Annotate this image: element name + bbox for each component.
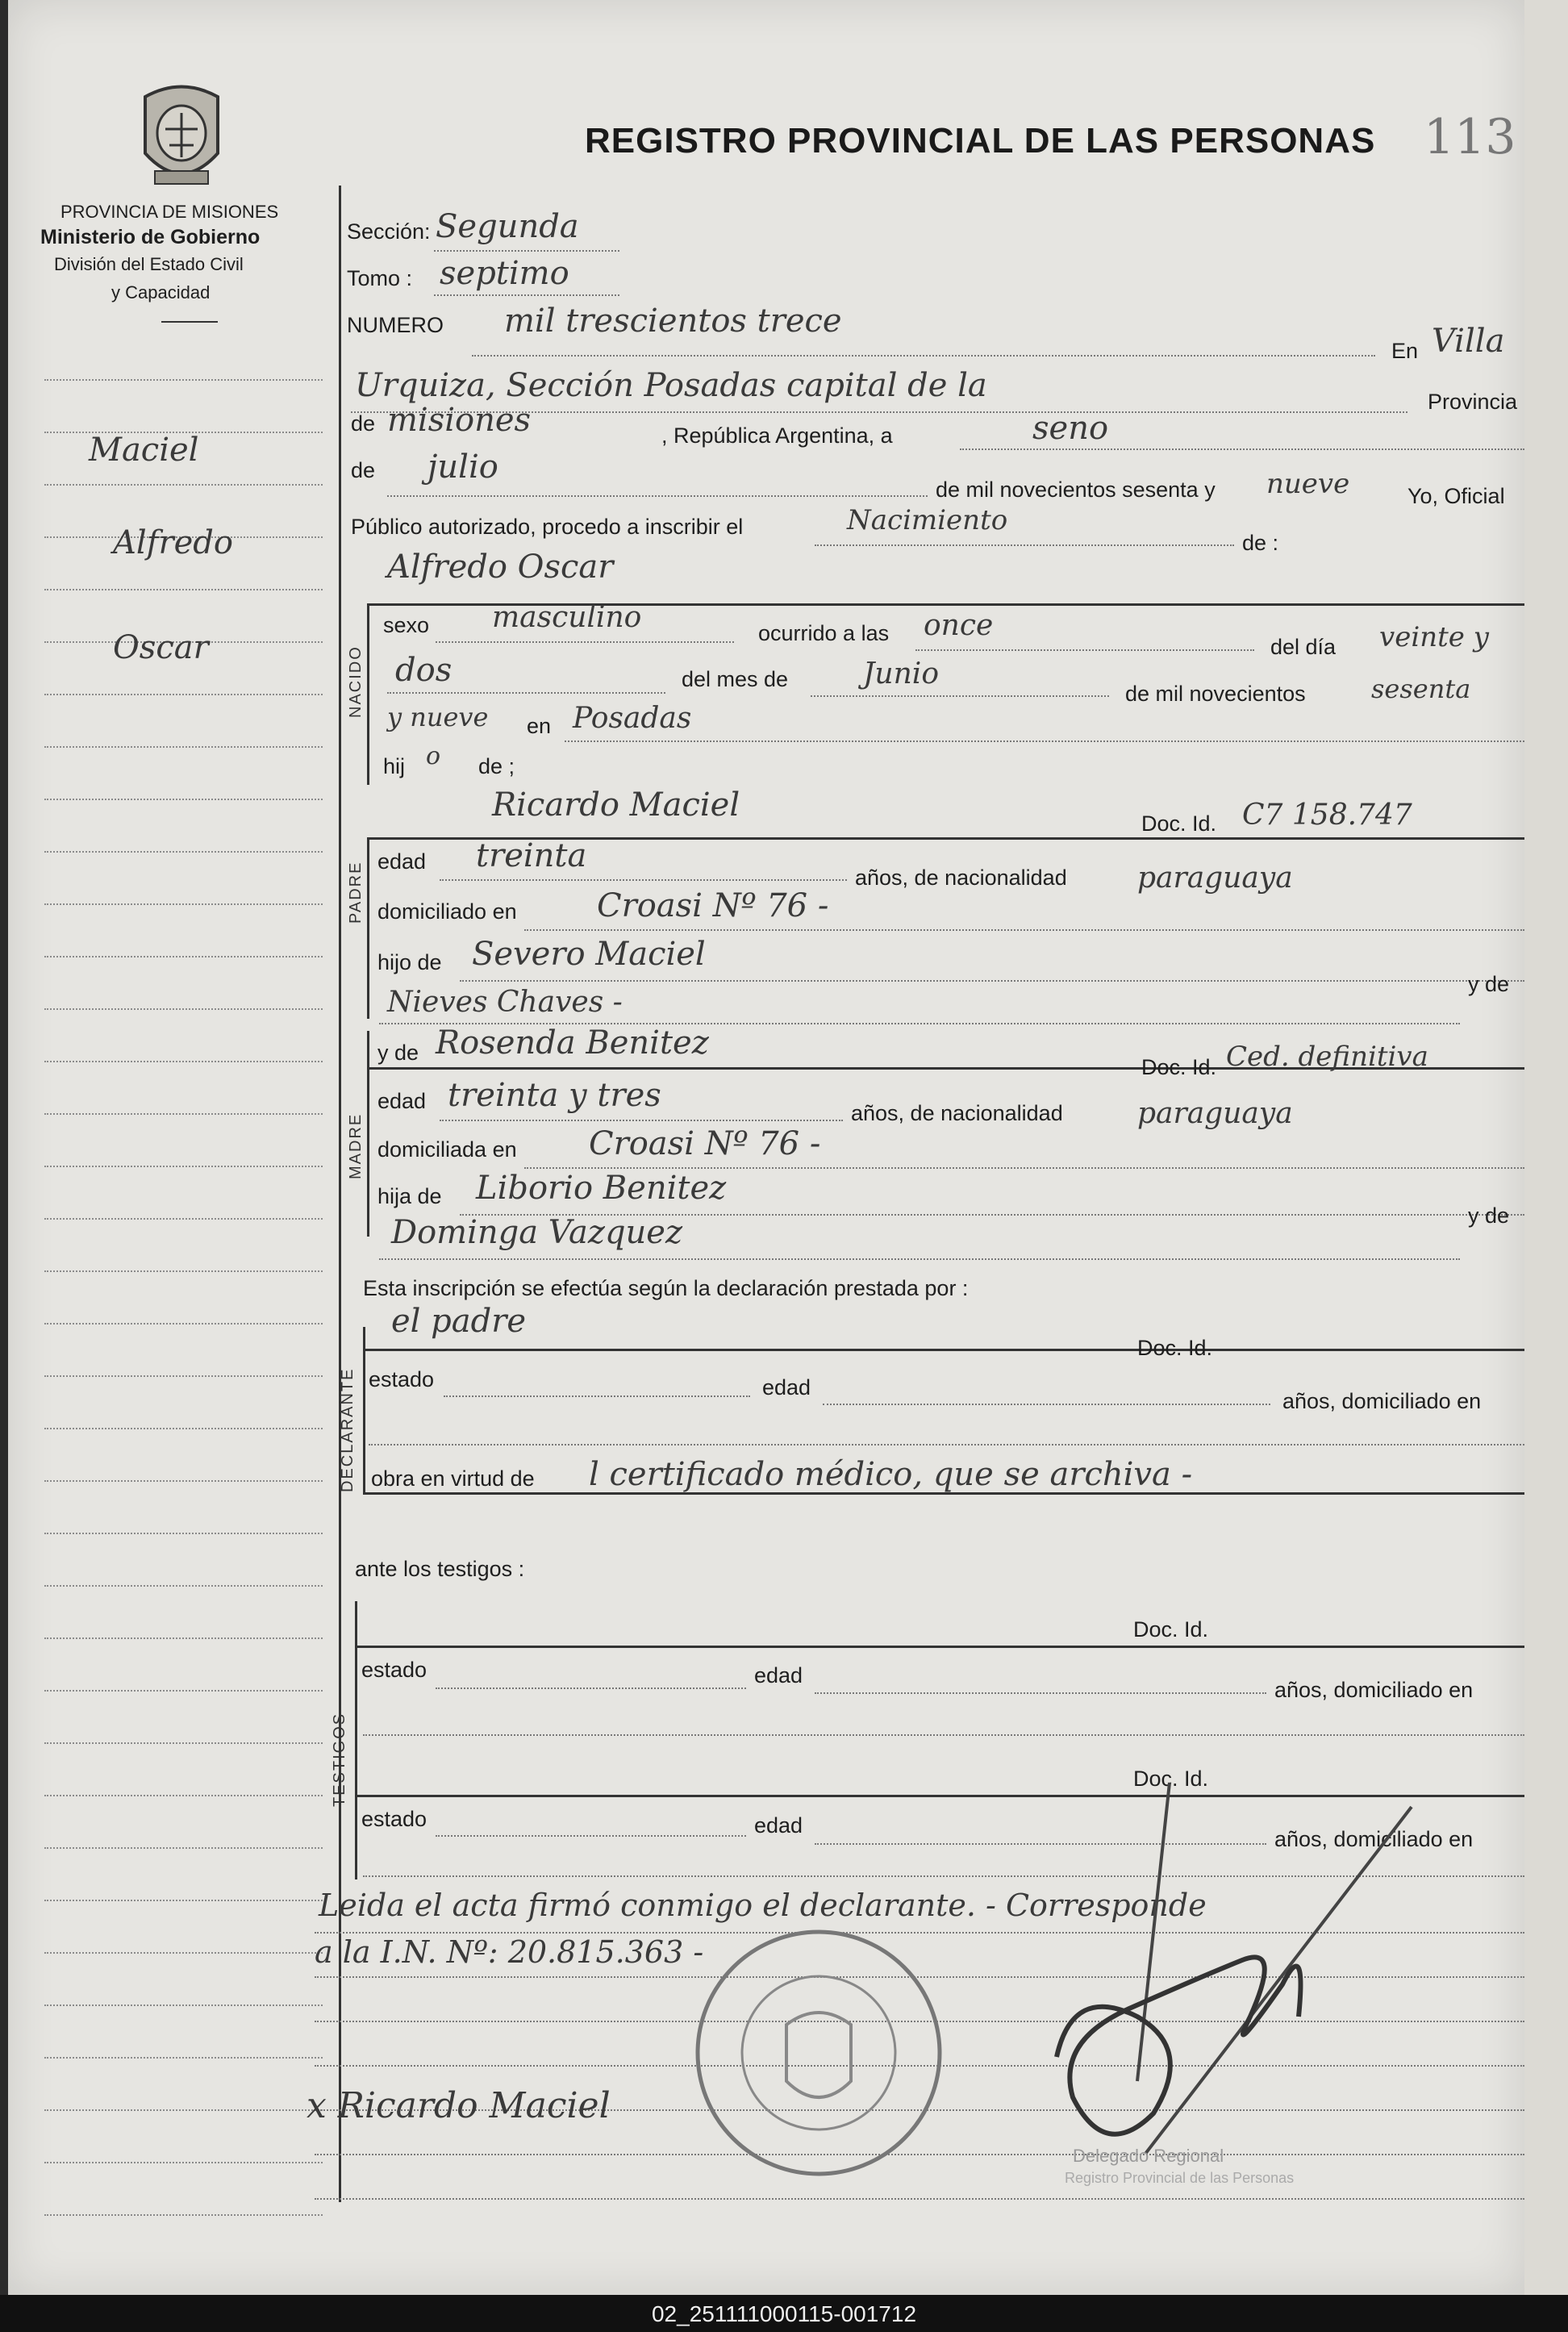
padre-y-de-label: y de bbox=[1468, 972, 1510, 996]
declarante-edad-label: edad bbox=[762, 1375, 811, 1400]
official-signature-icon bbox=[1040, 1775, 1460, 2178]
declarante-rule bbox=[363, 1327, 365, 1492]
dia-value-1: veinte y bbox=[1379, 621, 1489, 653]
testigos-rule-1 bbox=[355, 1646, 1524, 1648]
obra-value: l certificado médico, que se archiva - bbox=[589, 1456, 1193, 1493]
madre-rule bbox=[367, 1031, 369, 1237]
madre-hija-de-value: Liborio Benitez bbox=[476, 1170, 727, 1207]
testigo-1-doc-label: Doc. Id. bbox=[1133, 1617, 1209, 1642]
declarante-bottom-rule bbox=[363, 1492, 1524, 1495]
madre-doc-label: Doc. Id. bbox=[1141, 1055, 1217, 1079]
nacido-rule bbox=[367, 603, 369, 785]
testigo-1-estado-label: estado bbox=[361, 1658, 427, 1682]
padre-label: PADRE bbox=[347, 861, 365, 924]
testigo-1-anios-label: años, domiciliado en bbox=[1274, 1678, 1474, 1702]
padre-hijo-de-label: hijo de bbox=[377, 950, 442, 974]
mes-value: Junio bbox=[863, 657, 939, 690]
declarante-signature: x Ricardo Maciel bbox=[307, 2085, 611, 2126]
official-stamp-line-2: Registro Provincial de las Personas bbox=[1065, 2170, 1295, 2186]
madre-nac-value: paraguaya bbox=[1137, 1097, 1293, 1130]
declarante-value: el padre bbox=[391, 1303, 527, 1340]
tomo-label: Tomo : bbox=[347, 266, 413, 290]
madre-edad-label: edad bbox=[377, 1089, 427, 1113]
publico-label: Público autorizado, procedo a inscribir el bbox=[351, 515, 744, 539]
ministry-label: Ministerio de Gobierno bbox=[40, 226, 261, 248]
sexo-value: masculino bbox=[492, 601, 642, 634]
testigo-2-doc-label: Doc. Id. bbox=[1133, 1767, 1209, 1791]
testigo-2-edad-label: edad bbox=[754, 1813, 803, 1838]
cierre-line-1: Leida el acta firmó conmigo el declarante. - Corresponde bbox=[319, 1888, 1207, 1923]
testigos-label: TESTIGOS bbox=[331, 1712, 348, 1807]
de-label-2: de bbox=[351, 458, 376, 482]
padre-dom-label: domiciliado en bbox=[377, 899, 517, 924]
official-stamp-line-1: Delegado Regional bbox=[1073, 2146, 1224, 2166]
adjacent-page-edge bbox=[1524, 0, 1568, 2295]
cierre-line-2: a la I.N. Nº: 20.815.363 - bbox=[315, 1934, 704, 1970]
provincia-label: Provincia bbox=[1428, 390, 1518, 414]
declarante-anios-label: años, domiciliado en bbox=[1282, 1389, 1482, 1413]
oficial-label: Yo, Oficial bbox=[1407, 484, 1505, 508]
padre-edad-value: treinta bbox=[476, 837, 587, 874]
file-id: 02_251111000115-001712 bbox=[651, 2301, 917, 2326]
padre-nac-label: años, de nacionalidad bbox=[855, 866, 1067, 890]
division-label-1: División del Estado Civil bbox=[54, 254, 244, 274]
registry-seal-icon bbox=[686, 1920, 952, 2186]
del-mes-label: del mes de bbox=[682, 667, 789, 691]
sesenta-label: de mil novecientos sesenta y bbox=[936, 478, 1216, 502]
page-number: 113 bbox=[1424, 109, 1516, 165]
testigo-2-anios-label: años, domiciliado en bbox=[1274, 1827, 1474, 1851]
padre-doc-label: Doc. Id. bbox=[1141, 811, 1217, 836]
tomo-value: septimo bbox=[440, 255, 569, 292]
seccion-label: Sección: bbox=[347, 219, 431, 244]
padre-nombre-value: Ricardo Maciel bbox=[492, 786, 740, 824]
en-lower-label: en bbox=[527, 714, 552, 738]
en-place: Villa bbox=[1432, 323, 1505, 360]
madre-hija-de-label: hija de bbox=[377, 1184, 442, 1208]
madre-doc-value: Ced. definitiva bbox=[1226, 1041, 1428, 1073]
numero-value: mil trescientos trece bbox=[504, 302, 842, 340]
acto-value: Nacimiento bbox=[847, 504, 1008, 536]
madre-nombre-value: Rosenda Benitez bbox=[436, 1024, 709, 1062]
en-label: En bbox=[1391, 339, 1419, 363]
hij-suffix: o bbox=[426, 742, 441, 770]
inscripcion-label: Esta inscripción se efectúa según la declaración prestada por : bbox=[363, 1276, 969, 1300]
de-label-1: de bbox=[351, 411, 376, 436]
padre-hijo-de-value: Severo Maciel bbox=[472, 936, 706, 973]
province-label: PROVINCIA DE MISIONES bbox=[60, 202, 279, 222]
page-title: REGISTRO PROVINCIAL DE LAS PERSONAS bbox=[585, 121, 1376, 161]
madre-edad-value: treinta y tres bbox=[448, 1077, 661, 1114]
nombre-value: Alfredo Oscar bbox=[387, 549, 614, 586]
padre-nac-value: paraguaya bbox=[1137, 861, 1293, 895]
dia-value-2: dos bbox=[395, 652, 452, 689]
month-value: julio bbox=[427, 448, 498, 486]
a-day-value: seno bbox=[1032, 410, 1109, 447]
republica-label: , República Argentina, a bbox=[661, 423, 893, 448]
ante-testigos-label: ante los testigos : bbox=[355, 1557, 525, 1581]
provincial-crest-icon bbox=[137, 81, 226, 194]
de-semicolon-label: de ; bbox=[478, 754, 515, 778]
madre-y-de-label: y de bbox=[377, 1041, 419, 1065]
madre-label: MADRE bbox=[347, 1112, 365, 1179]
ocurrido-label: ocurrido a las bbox=[758, 621, 890, 645]
madre-y-de-value: Dominga Vazquez bbox=[391, 1214, 683, 1251]
place-line: Urquiza, Sección Posadas capital de la bbox=[355, 367, 987, 404]
declarante-label: DECLARANTE bbox=[339, 1367, 357, 1492]
madre-y-de-label-2: y de bbox=[1468, 1204, 1510, 1228]
sexo-label: sexo bbox=[383, 613, 430, 637]
declarante-doc-label: Doc. Id. bbox=[1137, 1336, 1213, 1360]
seccion-value: Segunda bbox=[436, 208, 579, 245]
padre-y-de-value: Nieves Chaves - bbox=[387, 986, 623, 1019]
declarante-top-rule bbox=[363, 1349, 1524, 1351]
provincia-value: misiones bbox=[387, 402, 532, 439]
obra-label: obra en virtud de bbox=[371, 1466, 535, 1491]
testigo-2-estado-label: estado bbox=[361, 1807, 427, 1831]
nacido-label: NACIDO bbox=[347, 645, 365, 718]
lugar-value: Posadas bbox=[573, 702, 692, 735]
numero-label: NUMERO bbox=[347, 313, 444, 337]
anio-value-1: sesenta bbox=[1371, 674, 1471, 704]
division-label-2: y Capacidad bbox=[111, 282, 211, 302]
padre-rule bbox=[367, 837, 369, 1019]
declarante-estado-label: estado bbox=[369, 1367, 435, 1391]
madre-nac-label: años, de nacionalidad bbox=[851, 1101, 1063, 1125]
margin-name-1: Alfredo bbox=[113, 524, 233, 561]
testigos-rule bbox=[355, 1601, 357, 1879]
hij-label: hij bbox=[383, 754, 406, 778]
margin-name-2: Oscar bbox=[113, 629, 209, 666]
madre-dom-value: Croasi Nº 76 - bbox=[589, 1125, 821, 1162]
de-colon-label: de : bbox=[1242, 531, 1279, 555]
margin-surname: Maciel bbox=[89, 432, 199, 469]
mil-nov-label: de mil novecientos bbox=[1125, 682, 1306, 706]
testigo-1-edad-label: edad bbox=[754, 1663, 803, 1687]
divider bbox=[161, 321, 218, 323]
register-page bbox=[8, 0, 1524, 2295]
padre-dom-value: Croasi Nº 76 - bbox=[597, 887, 829, 924]
footer-bar bbox=[0, 2295, 1568, 2332]
del-dia-label: del día bbox=[1270, 635, 1337, 659]
padre-edad-label: edad bbox=[377, 849, 427, 874]
year-suffix-value: nueve bbox=[1266, 468, 1350, 500]
madre-dom-label: domiciliada en bbox=[377, 1137, 517, 1162]
padre-doc-value: C7 158.747 bbox=[1242, 799, 1412, 832]
anio-value-2: y nueve bbox=[387, 702, 489, 732]
hora-value: once bbox=[924, 609, 994, 642]
